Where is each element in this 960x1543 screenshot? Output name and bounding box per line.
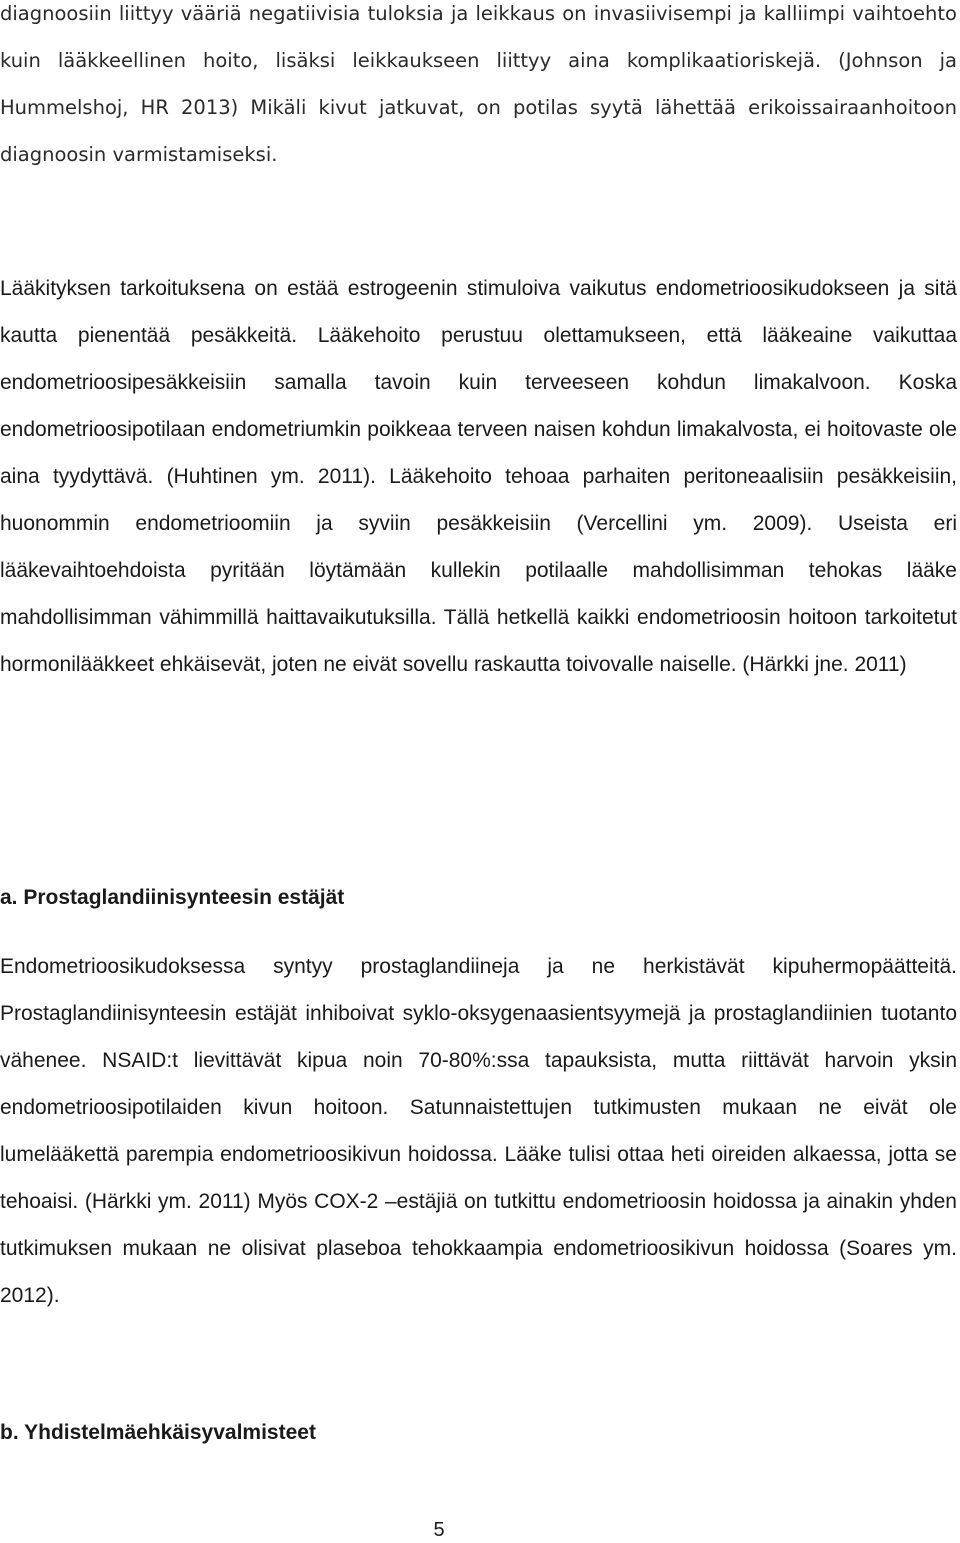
body-paragraph-2: Lääkityksen tarkoituksena on estää estrogeenin stimuloiva vaikutus endometrioosikudokseen ja sitä kautta pienentää pesäkkeitä. Lääkehoito perustuu olettamukseen, että lääkeaine vaikuttaa endometrioosipesäkkeisiin samalla tavoin kuin terveeseen kohdun limakalvoon. Koska endometrioosipotilaan endometriumkin poikkeaa terveen naisen kohdun limakalvosta, ei hoitovaste ole aina tyydyttävä. (Huhtinen ym. 2011). Lääkehoito tehoaa parhaiten peritoneaalisiin pesäkkeisiin, huonommin endometrioomiin ja syviin pesäkkeisiin (Vercellini ym. 2009). Useista eri lääkevaihtoehdoista pyritään löytämään kullekin potilaalle mahdollisimman tehokas lääke mahdollisimman vähimmillä haittavaikutuksilla. Tällä hetkellä kaikki endometrioosin hoitoon tarkoitetut hormonilääkkeet ehkäisevät, joten ne eivät sovellu raskautta toivovalle naiselle. (Härkki jne. 2011) <box>0 277 957 676</box>
page-number: 5 <box>433 1519 445 1541</box>
section-heading-b: b. Yhdistelmäehkäisyvalmisteet <box>0 1421 316 1444</box>
section-heading-a: a. Prostaglandiinisynteesin estäjät <box>0 886 345 909</box>
body-paragraph-1: diagnoosiin liittyy vääriä negatiivisia tuloksia ja leikkaus on invasiivisempi ja kalliimpi vaihtoehto kuin lääkkeellinen hoito, lisäksi leikkaukseen liittyy aina komplikaatioriskejä. (Johnson ja Hummelshoj, HR 2013) Mikäli kivut jatkuvat, on potilas syytä lähettää erikoissairaanhoitoon diagnoosin varmistamiseksi. <box>0 2 957 166</box>
body-paragraph-3: Endometrioosikudoksessa syntyy prostaglandiineja ja ne herkistävät kipuhermopäätteitä. Prostaglandiinisynteesin estäjät inhiboivat syklo-oksygenaasientsyymejä ja prostaglandiinien tuotanto vähenee. NSAID:t lievittävät kipua noin 70-80%:ssa tapauksista, mutta riittävät harvoin yksin endometrioosipotilaiden kivun hoitoon. Satunnaistettujen tutkimusten mukaan ne eivät ole lumelääkettä parempia endometrioosikivun hoidossa. Lääke tulisi ottaa heti oireiden alkaessa, jotta se tehoaisi. (Härkki ym. 2011) Myös COX-2 –estäjiä on tutkittu endometrioosin hoidossa ja ainakin yhden tutkimuksen mukaan ne olisivat plaseboa tehokkaampia endometrioosikivun hoidossa (Soares ym. 2012). <box>0 955 957 1307</box>
